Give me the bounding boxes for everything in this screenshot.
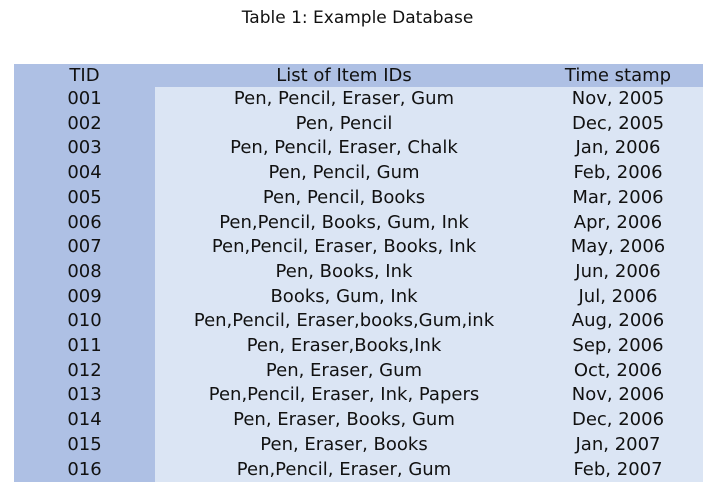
cell-item-list: Pen, Eraser, Gum [155,359,533,384]
cell-tid: 007 [14,235,155,260]
table-row [14,161,703,186]
cell-time-stamp: Jul, 2006 [533,285,703,310]
cell-item-list: Pen, Pencil [155,112,533,137]
cell-item-list: Pen, Eraser,Books,Ink [155,334,533,359]
header-row [14,64,703,87]
cell-item-list: Pen,Pencil, Eraser, Gum [155,458,533,483]
cell-item-list: Pen, Pencil, Eraser, Gum [155,87,533,112]
table-row [14,359,703,384]
table-row [14,458,703,483]
header-tid: TID [14,64,155,87]
cell-tid: 003 [14,136,155,161]
cell-item-list: Pen,Pencil, Eraser, Books, Ink [155,235,533,260]
cell-item-list: Pen, Pencil, Books [155,186,533,211]
header-item-list: List of Item IDs [155,64,533,87]
cell-item-list: Pen, Pencil, Gum [155,161,533,186]
cell-tid: 002 [14,112,155,137]
cell-item-list: Pen, Books, Ink [155,260,533,285]
table-row [14,136,703,161]
cell-time-stamp: Dec, 2005 [533,112,703,137]
cell-item-list: Pen,Pencil, Books, Gum, Ink [155,211,533,236]
table-row [14,433,703,458]
cell-time-stamp: Jan, 2006 [533,136,703,161]
cell-tid: 015 [14,433,155,458]
table-caption: Table 1: Example Database [241,8,474,28]
example-database-table [14,64,703,482]
header-time-stamp: Time stamp [533,64,703,87]
cell-tid: 004 [14,161,155,186]
table-row [14,260,703,285]
cell-time-stamp: Jun, 2006 [533,260,703,285]
cell-time-stamp: Dec, 2006 [533,408,703,433]
cell-time-stamp: Sep, 2006 [533,334,703,359]
cell-time-stamp: Nov, 2006 [533,383,703,408]
table-row [14,112,703,137]
table-row [14,87,703,112]
cell-tid: 010 [14,309,155,334]
cell-tid: 016 [14,458,155,483]
cell-time-stamp: May, 2006 [533,235,703,260]
cell-tid: 012 [14,359,155,384]
cell-tid: 014 [14,408,155,433]
cell-time-stamp: Oct, 2006 [533,359,703,384]
cell-item-list: Books, Gum, Ink [155,285,533,310]
table-row [14,285,703,310]
table-row [14,383,703,408]
cell-time-stamp: Nov, 2005 [533,87,703,112]
cell-item-list: Pen, Pencil, Eraser, Chalk [155,136,533,161]
table-row [14,309,703,334]
cell-tid: 001 [14,87,155,112]
cell-tid: 011 [14,334,155,359]
cell-tid: 009 [14,285,155,310]
cell-time-stamp: Feb, 2007 [533,458,703,483]
cell-item-list: Pen,Pencil, Eraser, Ink, Papers [155,383,533,408]
cell-time-stamp: Jan, 2007 [533,433,703,458]
table-row [14,211,703,236]
cell-item-list: Pen,Pencil, Eraser,books,Gum,ink [155,309,533,334]
cell-tid: 006 [14,211,155,236]
cell-item-list: Pen, Eraser, Books, Gum [155,408,533,433]
table-row [14,235,703,260]
cell-tid: 008 [14,260,155,285]
cell-tid: 013 [14,383,155,408]
cell-time-stamp: Aug, 2006 [533,309,703,334]
cell-item-list: Pen, Eraser, Books [155,433,533,458]
cell-tid: 005 [14,186,155,211]
cell-time-stamp: Mar, 2006 [533,186,703,211]
table-row [14,408,703,433]
table-body [14,87,703,482]
table-row [14,186,703,211]
cell-time-stamp: Apr, 2006 [533,211,703,236]
cell-time-stamp: Feb, 2006 [533,161,703,186]
table-row [14,334,703,359]
